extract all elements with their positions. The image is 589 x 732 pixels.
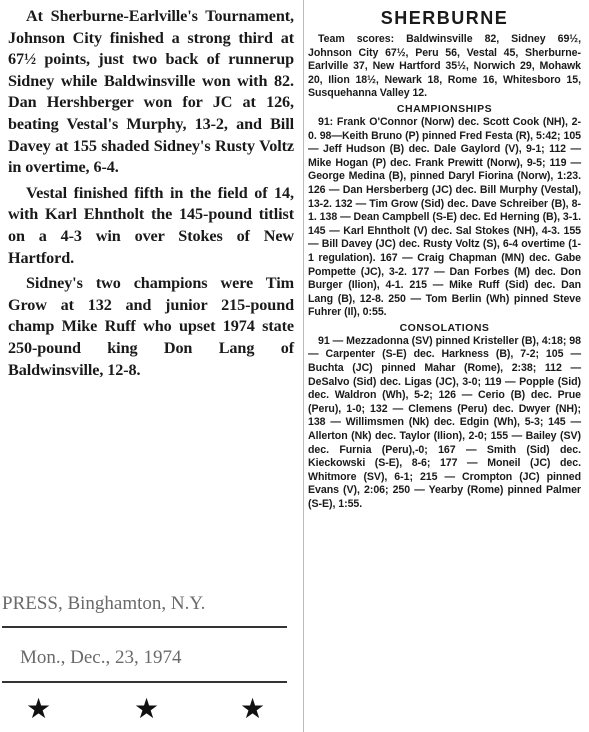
consolations-results: 91 — Mezzadonna (SV) pinned Kristeller (B), 4:18; 98 — Carpenter (S-E) dec. Harkness (B), 7-2; 105 — Buchta (JC) pinned Mahar (Rome), 2:38; 112 — DeSalvo (Sid) dec. Ligas (JC), 3-0; 119 — Popple (Sid) dec. Waldron (Wh), 5-2; 126 — Cerio (B) dec. Prue (Peru), 1-0; 132 — Clemens (Peru) dec. Dwyer (NH); 138 — Willimsmen (Nk) dec. Edgin (Wh), 5-3; 145 — Allerton (Nk) dec. Taylor (Ilion), 2-0; 155 — Bailey (SV) dec. Furnia (Peru),-0; 167 — Smith (Sid) dec. Kieckowski (S-E), 8-6; 177 — Moneil (JC) dec. Whitmore (SV), 6-1; 215 — Crompton (JC) pinned Evans (V), 2:06; 250 — Yearby (Rome) pinned Palmer (S-E), 1:55. [308,334,581,510]
championships-results: 91: Frank O'Connor (Norw) dec. Scott Cook (NH), 2-0. 98—Keith Bruno (P) pinned Fred Festa (R), 5:42; 105 — Jeff Hudson (B) dec. Dale Gaylord (V), 9-1; 112 — Mike Hogan (P) dec. Frank Prewitt (Norw), 9-5; 119 — George Medina (B), pinned Daryl Fiorina (Norw), 1:23. 126 — Dan Hersberberg (JC) dec. Bill Murphy (Vestal), 13-2. 132 — Tim Grow (Sid) dec. Dave Schreiber (B), 8-1. 138 — Dean Campbell (S-E) dec. Ed Herning (B), 3-1. 145 — Karl Ehntholt (V) dec. Sal Stokes (NH), 4-3. 155 — Bill Davey (JC) dec. Rusty Voltz (S), 6-4 overtime (1-1 regulation). 167 — Craig Chapman (MN) dec. Gabe Pompette (JC), 3-2. 177 — Dan Forbes (M) dec. Don Burger (Ilion), 4-1. 215 — Mike Ruff (Sid) dec. Dan Lang (B), 12-8. 250 — Tom Berlin (Wh) pinned Steve Fuhrer (Il), 0:55. [308,115,581,319]
column-divider [303,0,304,732]
team-scores: Team scores: Baldwinsville 82, Sidney 69½, Johnson City 67½, Peru 56, Vestal 45, Sherburne-Earlville 37, New Hartford 35½, Norwich 29, Mohawk 20, Ilion 18½, Newark 18, Rome 16, Whitesboro 15, Susquehanna Valley 12. [308,33,581,100]
star-icon: ★ [134,692,160,725]
article-paragraph-2: Vestal finished fifth in the field of 14, with Karl Ehntholt the 145-pound titlist on a 4-3 win over Stokes of New Hartford. [8,183,294,267]
results-column [308,8,581,512]
dateline: Mon., Dec., 23, 1974 [20,647,182,668]
article-body [8,6,294,381]
divider-bottom [2,681,287,683]
article-paragraph-1: At Sherburne-Earlville's Tournament, Johnson City finished a strong third at 67½ points, just two back of runnerup Sidney while Baldwinsville won with 82. Dan Hershberger won for JC at 126, beating Vestal's Murphy, 13-2, and Bill Davey at 155 shaded Sidney's Rusty Voltz in overtime, 6-4. [8,7,294,177]
article-column [8,6,294,381]
divider-top [2,626,287,628]
consolations-heading: CONSOLATIONS [399,321,490,334]
star-icon: ★ [240,692,266,725]
article-paragraph-3: Sidney's two champions were Tim Grow at 132 and junior 215-pound champ Mike Ruff who upset 1974 state 250-pound king Don Lang of Baldwinsville, 12-8. [8,274,294,379]
newspaper-masthead: PRESS, Binghamton, N.Y. [2,593,206,614]
championships-heading: CHAMPIONSHIPS [396,102,493,115]
star-row [0,692,290,726]
star-icon: ★ [26,692,52,725]
results-title: SHERBURNE [380,8,509,28]
